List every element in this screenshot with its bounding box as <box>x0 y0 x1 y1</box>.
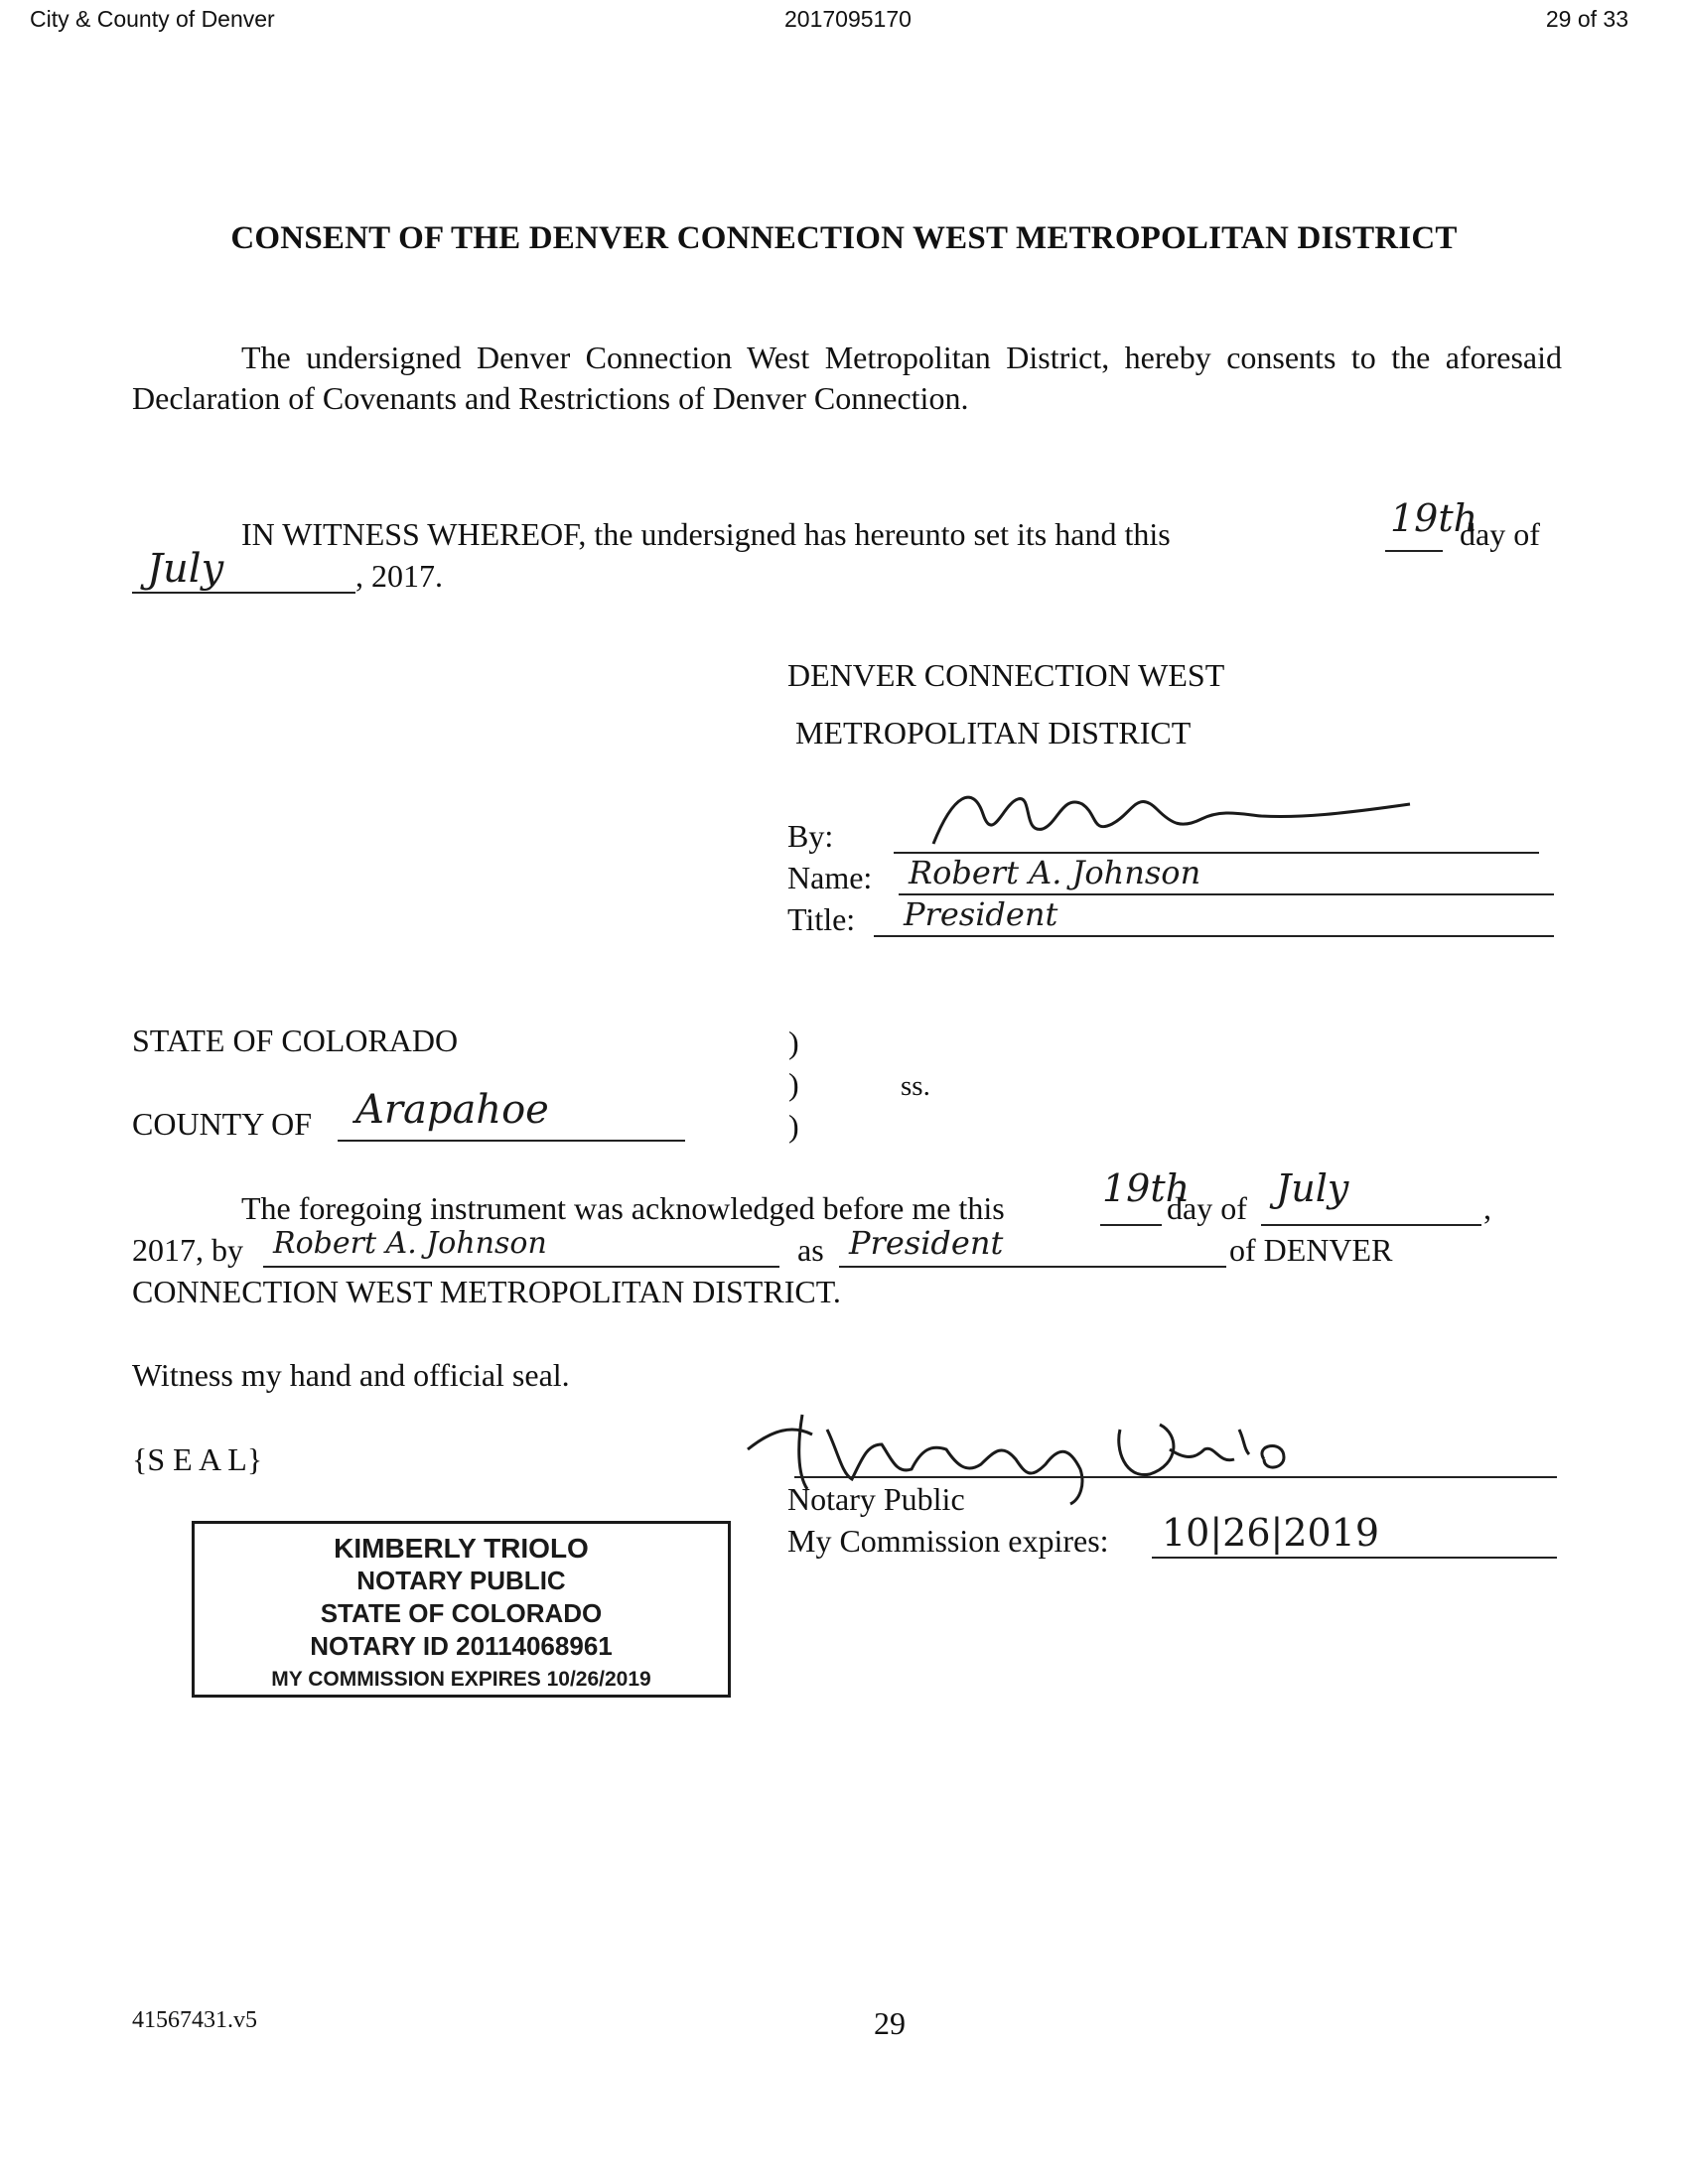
notary-public-label: Notary Public <box>787 1481 965 1517</box>
stamp-commission-expires: MY COMMISSION EXPIRES 10/26/2019 <box>271 1668 651 1691</box>
ack-by-line <box>263 1266 779 1268</box>
header-jurisdiction: City & County of Denver <box>30 6 275 32</box>
footer-doc-id: 41567431.v5 <box>132 2007 257 2033</box>
notary-stamp <box>192 1521 731 1698</box>
witness-month-handwritten: July <box>147 546 224 592</box>
witness-month-line <box>132 592 355 594</box>
title-line <box>874 935 1554 937</box>
witness-day-line <box>1385 550 1443 552</box>
ack-month-line <box>1261 1224 1481 1226</box>
ack-text-2: CONNECTION WEST METROPOLITAN DISTRICT. <box>132 1274 841 1309</box>
stamp-notary-public: NOTARY PUBLIC <box>356 1566 566 1595</box>
ack-as-handwritten: President <box>849 1224 1004 1262</box>
ack-day-line <box>1100 1224 1162 1226</box>
venue-state: STATE OF COLORADO <box>132 1023 459 1058</box>
entity-name-line2: METROPOLITAN DISTRICT <box>795 715 1192 751</box>
name-handwritten: Robert A. Johnson <box>909 854 1201 891</box>
ack-text-1: The foregoing instrument was acknowledged before me this <box>241 1190 1005 1226</box>
header-page-count: 29 of 33 <box>1545 6 1628 32</box>
venue-county-handwritten: Arapahoe <box>355 1087 549 1133</box>
commission-expires-handwritten: 10|26|2019 <box>1162 1511 1380 1555</box>
witness-year: , 2017. <box>355 558 443 594</box>
venue-county-line <box>338 1140 685 1142</box>
venue-ss: ss. <box>901 1070 930 1102</box>
document-title: CONSENT OF THE DENVER CONNECTION WEST METROPOLITAN DISTRICT <box>230 220 1458 256</box>
ack-year-by: 2017, by <box>132 1232 243 1268</box>
witness-day-of: day of <box>1460 516 1540 552</box>
venue-paren-2: ) <box>788 1066 799 1102</box>
name-label: Name: <box>787 860 873 895</box>
ack-of-entity: of DENVER <box>1229 1232 1393 1268</box>
president-signature <box>923 774 1420 864</box>
seal-label: {S E A L} <box>132 1441 263 1477</box>
venue-county-label: COUNTY OF <box>132 1106 313 1142</box>
ack-as-line <box>839 1266 1226 1268</box>
witness-seal-text: Witness my hand and official seal. <box>132 1357 570 1393</box>
ack-day-handwritten: 19th <box>1102 1166 1191 1210</box>
stamp-notary-name: KIMBERLY TRIOLO <box>334 1533 589 1564</box>
notary-signature-line <box>794 1476 1557 1478</box>
stamp-state: STATE OF COLORADO <box>320 1598 603 1628</box>
entity-name-line1: DENVER CONNECTION WEST <box>787 657 1225 693</box>
commission-expires-label: My Commission expires: <box>787 1523 1109 1559</box>
title-label: Title: <box>787 901 856 937</box>
commission-expires-line <box>1152 1557 1557 1559</box>
ack-comma: , <box>1483 1190 1491 1226</box>
header-reception-number: 2017095170 <box>784 6 912 32</box>
title-handwritten: President <box>904 895 1058 933</box>
ack-as: as <box>797 1232 824 1268</box>
by-label: By: <box>787 818 834 854</box>
footer-page-number: 29 <box>874 2005 906 2041</box>
venue-paren-1: ) <box>788 1024 799 1060</box>
venue-paren-3: ) <box>788 1108 799 1144</box>
ack-by-handwritten: Robert A. Johnson <box>273 1226 547 1261</box>
ack-day-of: day of <box>1167 1190 1247 1226</box>
consent-paragraph: The undersigned Denver Connection West Metropolitan District, hereby consents to the aforesaid Declaration of Covenants and Restrictions of Denver Connection. <box>132 340 1562 416</box>
ack-month-handwritten: July <box>1276 1166 1349 1210</box>
stamp-notary-id: NOTARY ID 20114068961 <box>310 1631 613 1661</box>
witness-clause-text: IN WITNESS WHEREOF, the undersigned has hereunto set its hand this <box>241 516 1171 552</box>
witness-day-handwritten: 19th <box>1390 496 1478 540</box>
